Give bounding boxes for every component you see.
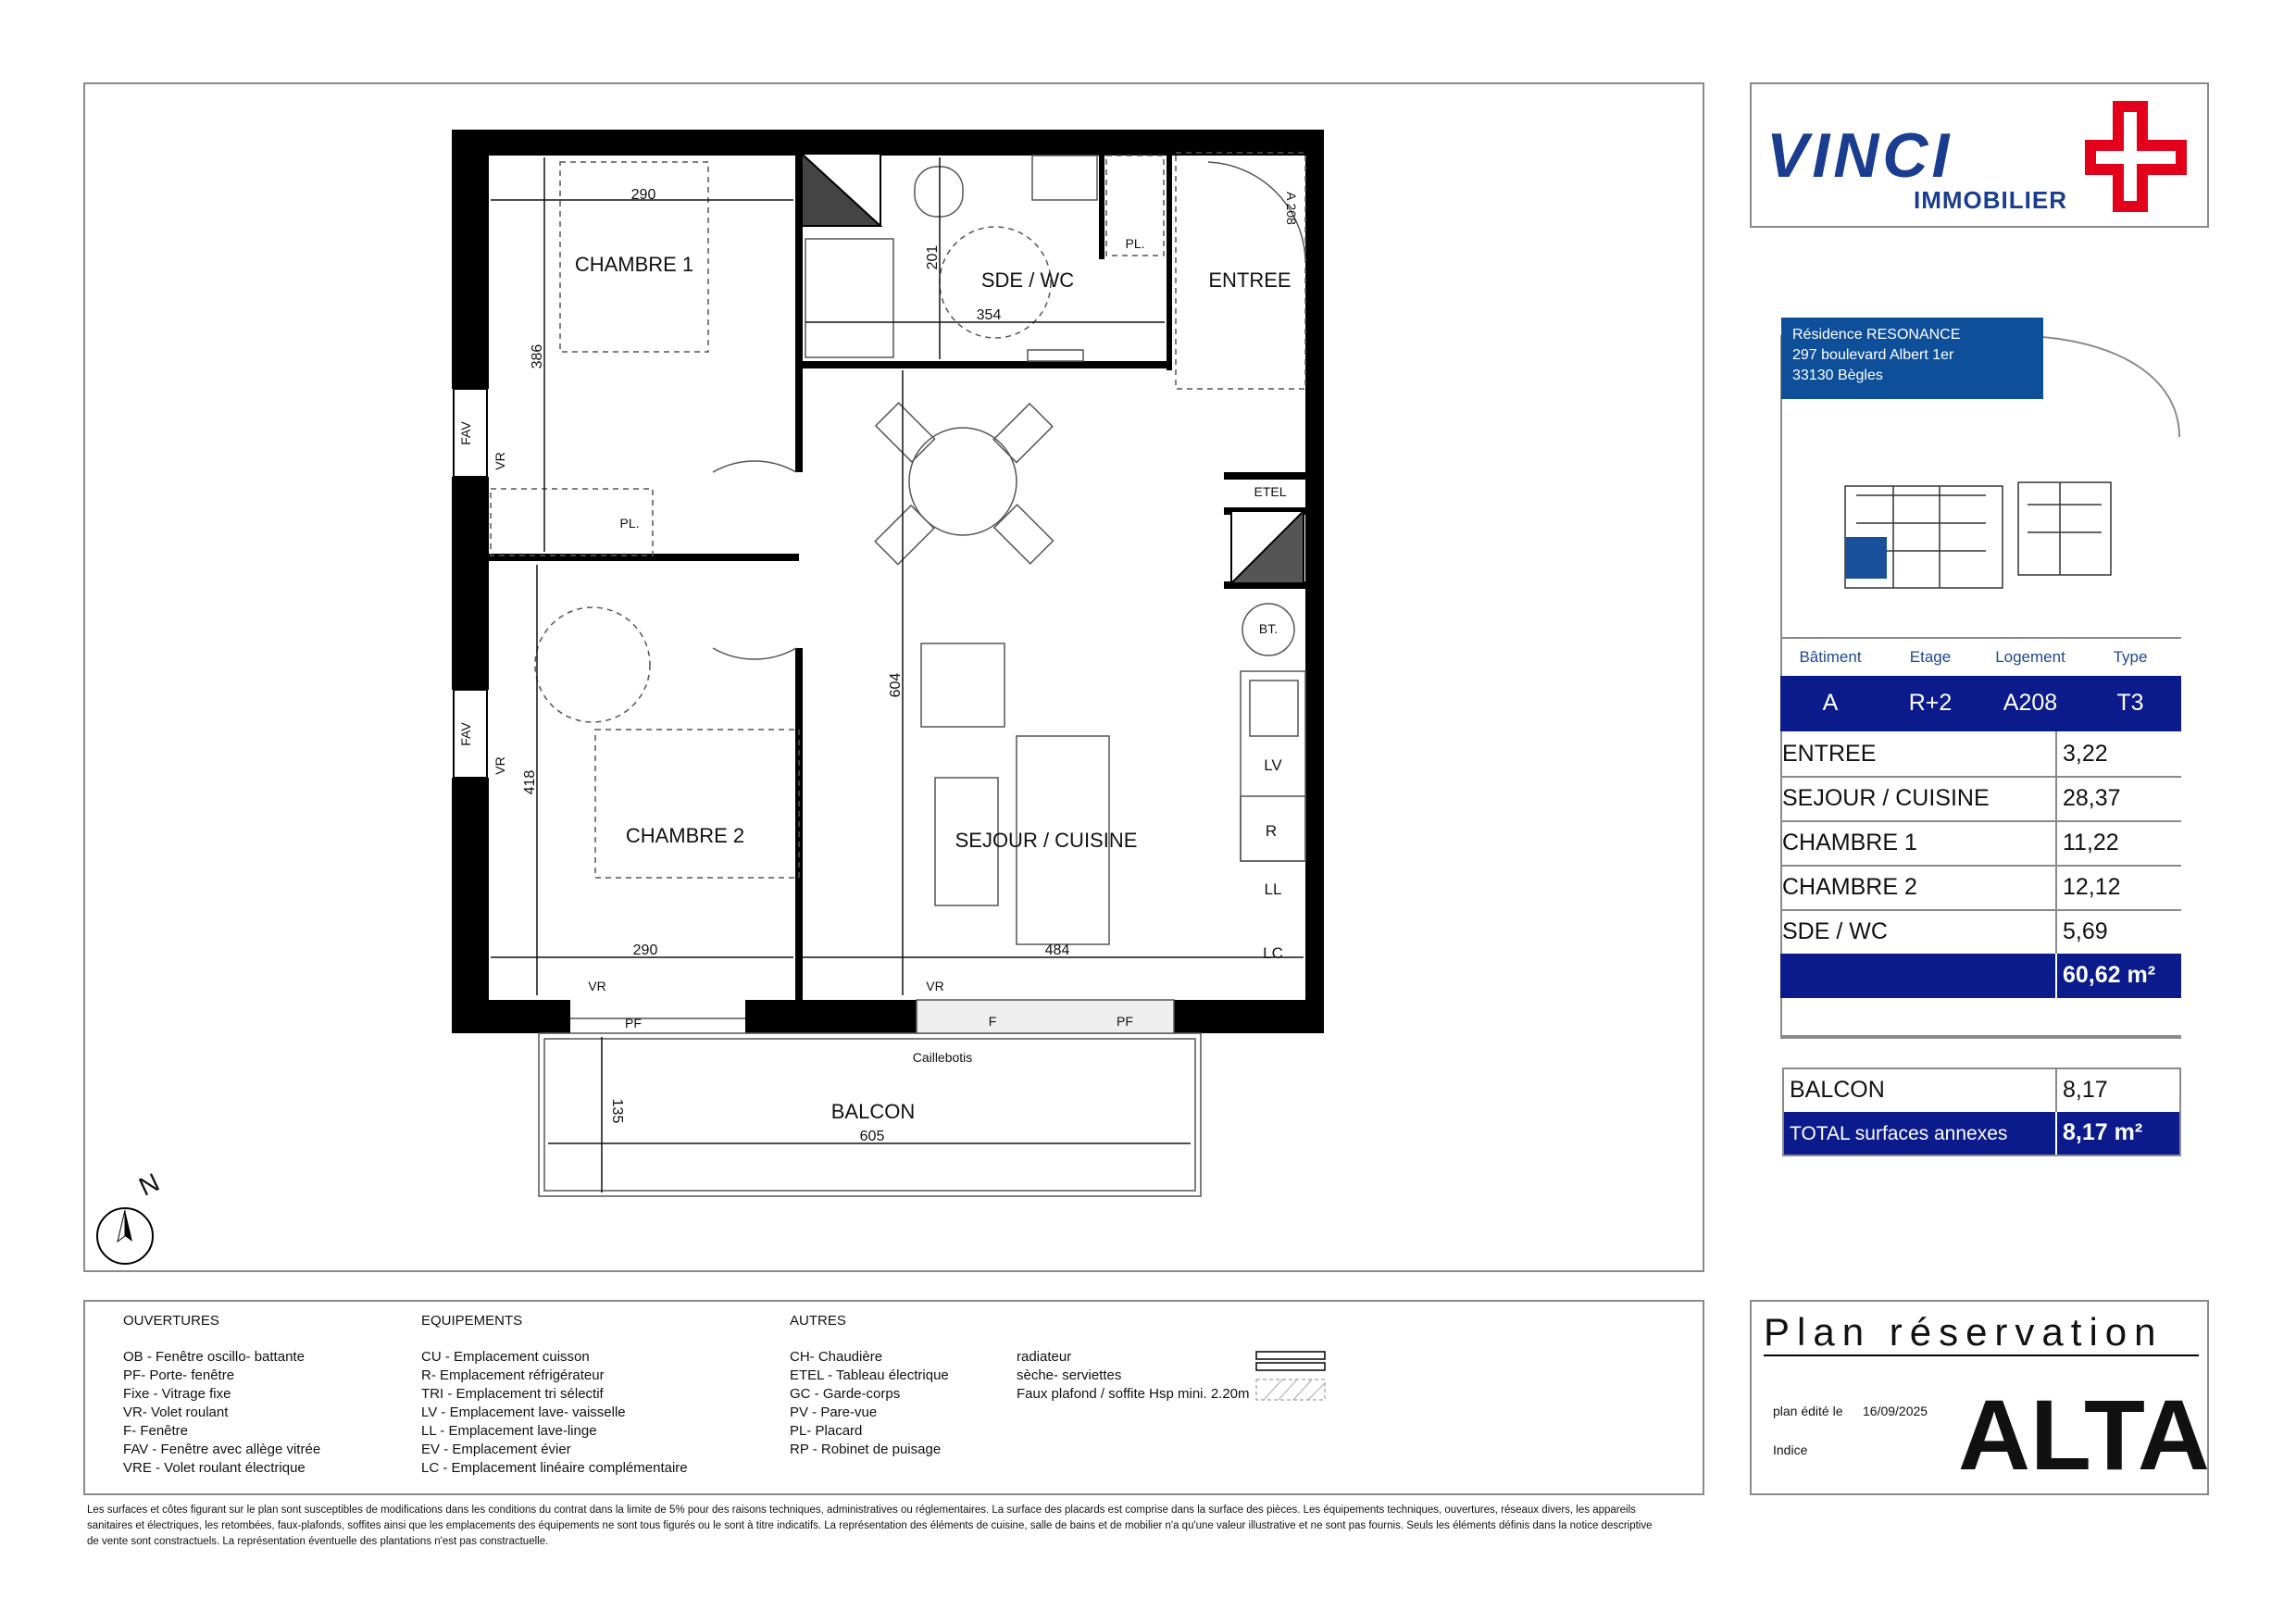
legend-item: LV - Emplacement lave- vaisselle — [421, 1405, 626, 1420]
room-sejour-cuisine: SEJOUR / CUISINE — [955, 829, 1138, 852]
legend-equipements-title: EQUIPEMENTS — [421, 1313, 523, 1329]
brand-subtitle: IMMOBILIER — [1914, 186, 2067, 214]
legend-item: Fixe - Vitrage fixe — [123, 1386, 231, 1402]
value-batiment: A — [1822, 690, 1839, 716]
value-logement: A208 — [2003, 690, 2058, 716]
surface-value: 12,12 — [2063, 874, 2121, 900]
label-vr-bottom-left: VR — [588, 979, 606, 993]
legend-item: F- Fenêtre — [123, 1423, 189, 1439]
dim-290-top: 290 — [630, 187, 656, 203]
legend-symbol-label: Faux plafond / soffite Hsp mini. 2.20m — [1017, 1386, 1250, 1402]
dim-604: 604 — [888, 672, 904, 698]
row-line — [1780, 909, 2181, 911]
north-label: N — [134, 1167, 164, 1202]
legend-symbol-label: radiateur — [1017, 1349, 1072, 1365]
value-type: T3 — [2116, 690, 2144, 716]
legend-item: LC - Emplacement linéaire complémentaire — [421, 1460, 688, 1476]
header-type: Type — [2113, 648, 2148, 666]
divider — [1780, 1037, 2181, 1039]
logo-frame — [1750, 82, 2209, 228]
site-plan-thumbnail — [1838, 477, 2115, 606]
room-chambre-2: CHAMBRE 2 — [625, 824, 745, 847]
dim-418: 418 — [522, 769, 538, 795]
legend-item: VRE - Volet roulant électrique — [123, 1460, 306, 1476]
surface-name: SEJOUR / CUISINE — [1782, 785, 1990, 811]
divider — [1780, 637, 2181, 639]
north-arrow-icon — [97, 1208, 153, 1264]
title-underline — [1764, 1355, 2199, 1356]
surface-total: 60,62 m² — [2063, 962, 2156, 988]
brand-name: VINCI — [1766, 120, 1953, 191]
label-pf-left: PF — [625, 1016, 642, 1030]
surface-col-divider — [2055, 731, 2057, 954]
legend-item: LL - Emplacement lave-linge — [421, 1423, 597, 1439]
lot-highlight — [1845, 537, 1887, 579]
label-vr-1: VR — [493, 452, 507, 470]
label-vr-bottom-right: VR — [926, 979, 944, 993]
label-bt: BT. — [1258, 621, 1279, 636]
disclaimer: Les surfaces et côtes figurant sur le plan sont susceptibles de modifications dans les conditions du contrat dans la limite de 5% pour des raisons techniques, administratives ou réglementaires. La surface des placards est comprise dans la surface des pièces. Les équipements techniques, ouvertures, réseaux divers, les appareils sanitaires et électriques, les retombées, faux-plafonds, soffites ainsi que les emplacements des équipements ne sont tous figurés ou le sont à titre indicatifs. La représentation des éléments de cuisine, salle de bains et de mobilier n'a qu'une valeur illustrative et ne sont pas fournis. Seuls les éléments définis dans la notice descriptive de vente sont constractuels. La représentation éventuelle des plantations n'est pas constractuelle. — [87, 1504, 1653, 1547]
legend-item: RP - Robinet de puisage — [790, 1442, 942, 1457]
label-ll: LL — [1264, 880, 1282, 898]
label-lv: LV — [1264, 756, 1282, 774]
dim-135: 135 — [609, 1098, 625, 1124]
legend-ouvertures-title: OUVERTURES — [123, 1313, 219, 1329]
header-etage: Etage — [1909, 648, 1952, 666]
dim-386: 386 — [530, 343, 545, 369]
row-line — [1780, 820, 2181, 822]
surface-value: 28,37 — [2063, 785, 2121, 811]
residence-name: Résidence RESONANCE — [1792, 327, 1961, 343]
total-divider — [2055, 954, 2057, 998]
legend-item: VR- Volet roulant — [123, 1405, 229, 1420]
annexes-total: 8,17 m² — [2063, 1119, 2143, 1145]
surface-value: 11,22 — [2063, 830, 2119, 855]
label-pl-entree: PL. — [1125, 236, 1145, 251]
legend-item: ETEL - Tableau électrique — [790, 1367, 949, 1383]
value-etage: R+2 — [1908, 690, 1953, 716]
annexe-name: BALCON — [1790, 1077, 1885, 1103]
label-caillebotis: Caillebotis — [912, 1050, 973, 1065]
legend-item: R- Emplacement réfrigérateur — [421, 1367, 605, 1383]
project-name: ALTA — [1958, 1379, 2210, 1491]
legend-item: FAV - Fenêtre avec allège vitrée — [123, 1442, 321, 1457]
dim-484: 484 — [1044, 943, 1070, 958]
surface-value: 3,22 — [2063, 741, 2108, 767]
annexes-total-label: TOTAL surfaces annexes — [1790, 1123, 2008, 1144]
edited-date: 16/09/2025 — [1863, 1404, 1928, 1418]
annexes-total-divider — [2055, 1112, 2057, 1155]
room-sde-wc: SDE / WC — [980, 268, 1075, 292]
label-pf-right: PF — [1117, 1014, 1133, 1029]
surface-name: CHAMBRE 2 — [1782, 874, 1917, 900]
legend-item: TRI - Emplacement tri sélectif — [421, 1386, 604, 1402]
legend-autres-title: AUTRES — [790, 1313, 846, 1329]
label-pl-chambre1: PL. — [619, 516, 640, 531]
interior-walls — [489, 148, 1305, 1000]
label-vr-2: VR — [493, 756, 507, 775]
legend-item: OB - Fenêtre oscillo- battante — [123, 1349, 305, 1365]
label-r: R — [1265, 822, 1278, 840]
residence-street: 297 boulevard Albert 1er — [1792, 347, 1954, 363]
indice-label: Indice — [1773, 1442, 1808, 1457]
label-fav-1: FAV — [458, 421, 473, 445]
room-entree: ENTREE — [1208, 268, 1292, 292]
room-chambre-1: CHAMBRE 1 — [574, 253, 694, 276]
legend-symbols-icon — [1254, 1350, 1329, 1405]
label-f: F — [988, 1014, 997, 1029]
legend-item: PF- Porte- fenêtre — [123, 1367, 235, 1383]
legend-item: PV - Pare-vue — [790, 1405, 878, 1420]
row-line — [1780, 776, 2181, 778]
header-batiment: Bâtiment — [1799, 648, 1862, 666]
residence-city: 33130 Bègles — [1792, 368, 1883, 383]
row-line — [1780, 865, 2181, 867]
legend-item: CU - Emplacement cuisson — [421, 1349, 590, 1365]
residence-address — [1781, 318, 2043, 399]
annexe-value: 8,17 — [2063, 1077, 2108, 1103]
surface-name: CHAMBRE 1 — [1782, 830, 1917, 855]
residence-panel-curve — [2042, 335, 2181, 437]
label-fav-2: FAV — [458, 722, 473, 746]
dim-605: 605 — [859, 1129, 885, 1144]
legend-item: CH- Chaudière — [790, 1349, 883, 1365]
legend-symbol-label: sèche- serviettes — [1017, 1367, 1122, 1383]
label-a208: A 208 — [1284, 192, 1299, 225]
header-logement: Logement — [1995, 648, 2065, 666]
surface-value: 5,69 — [2063, 918, 2108, 944]
room-balcon: BALCON — [830, 1100, 916, 1123]
plan-reservation-title: Plan réservation — [1764, 1310, 2164, 1354]
surface-name: SDE / WC — [1782, 918, 1888, 944]
legend-item: GC - Garde-corps — [790, 1386, 901, 1402]
dim-290-bottom: 290 — [632, 943, 658, 958]
edited-label: plan édité le — [1773, 1404, 1843, 1418]
dim-201: 201 — [925, 244, 941, 270]
dim-354: 354 — [976, 307, 1002, 323]
vinci-logo — [1766, 119, 1953, 192]
surface-name: ENTREE — [1782, 741, 1877, 767]
label-lc: LC — [1263, 944, 1283, 962]
label-etel: ETEL — [1254, 484, 1287, 499]
legend-item: EV - Emplacement évier — [421, 1442, 571, 1457]
vinci-cross-icon — [2085, 101, 2196, 212]
legend-item: PL- Placard — [790, 1423, 863, 1439]
